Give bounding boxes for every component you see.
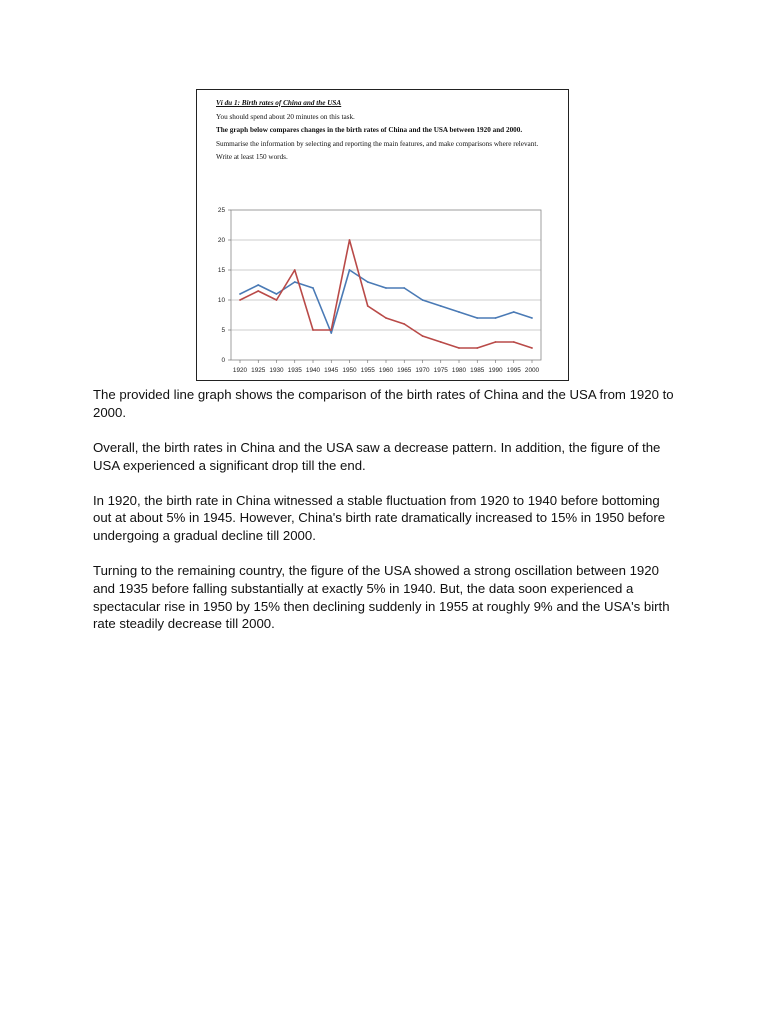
series-1-point: [367, 281, 369, 283]
series-2-point: [294, 269, 296, 271]
series-1-point: [531, 317, 533, 319]
series-2-point: [476, 347, 478, 349]
y-tick-label: 15: [217, 267, 225, 275]
series-2-point: [312, 329, 314, 331]
x-tick-label: 1940: [305, 367, 321, 372]
x-tick-label: 1925: [251, 367, 266, 372]
series-2-point: [257, 290, 259, 292]
x-tick-label: 1995: [506, 367, 521, 372]
task-instruction: Summarise the information by selecting and reporting the main features, and make comparisons where relevant.: [216, 139, 539, 148]
series-2-point: [367, 305, 369, 307]
y-tick-label: 10: [217, 297, 225, 305]
series-1-point: [385, 287, 387, 289]
series-2-point: [403, 323, 405, 325]
series-2-point: [531, 347, 533, 349]
x-tick-label: 1975: [433, 367, 448, 372]
series-2-point: [385, 317, 387, 319]
series-1-point: [276, 293, 278, 295]
series-1-point: [349, 269, 351, 271]
x-tick-label: 1935: [287, 367, 302, 372]
y-tick-label: 25: [217, 207, 225, 215]
x-tick-label: 1990: [488, 367, 503, 372]
series-2-point: [239, 299, 241, 301]
series-2-point: [422, 335, 424, 337]
plot-area: [231, 210, 541, 360]
series-1-point: [476, 317, 478, 319]
series-1-point: [312, 287, 314, 289]
x-tick-label: 1955: [360, 367, 375, 372]
series-1-point: [294, 281, 296, 283]
essay-paragraph-1: The provided line graph shows the comparison of the birth rates of China and the USA from 1920 to 2000.: [93, 387, 674, 420]
series-1-point: [403, 287, 405, 289]
task-prompt-text: [216, 97, 556, 165]
series-2-point: [513, 341, 515, 343]
x-tick-label: 1985: [470, 367, 485, 372]
task-title: Ví du 1: Birth rates of China and the USA: [216, 99, 342, 107]
series-1-point: [330, 332, 332, 334]
essay-paragraph-3: In 1920, the birth rate in China witnessed a stable fluctuation from 1920 to 1940 before bottoming out at about 5% in 1945. However, China's birth rate dramatically increased to 15% in 1950 before undergoing a gradual decline till 2000.: [93, 492, 666, 543]
task-time-note: You should spend about 20 minutes on this task.: [216, 112, 355, 121]
series-1-point: [513, 311, 515, 313]
series-2-point: [440, 341, 442, 343]
series-2-point: [495, 341, 497, 343]
birth-rate-line-chart: [207, 202, 557, 372]
essay-text: [93, 386, 678, 650]
y-tick-label: 20: [217, 237, 225, 245]
series-1-point: [458, 311, 460, 313]
series-1-point: [422, 299, 424, 301]
series-1-point: [239, 293, 241, 295]
y-tick-label: 5: [221, 327, 225, 335]
task-question: The graph below compares changes in the birth rates of China and the USA between 1920 and 2000.: [216, 126, 523, 135]
x-tick-label: 1960: [378, 367, 394, 372]
series-2-point: [330, 329, 332, 331]
x-tick-label: 1980: [451, 367, 467, 372]
essay-paragraph-2: Overall, the birth rates in China and the USA saw a decrease pattern. In addition, the figure of the USA experienced a significant drop till the end.: [93, 439, 661, 473]
series-2-point: [276, 299, 278, 301]
essay-paragraph-4: Turning to the remaining country, the figure of the USA showed a strong oscillation between 1920 and 1935 before falling substantially at exactly 5% in 1940. But, the data soon experienced a spectacular rise in 1950 by 15% then declining suddenly in 1955 at roughly 9% and the USA's birth rate steadily decrease till 2000.: [93, 563, 670, 632]
series-2-point: [458, 347, 460, 349]
series-1-point: [440, 305, 442, 307]
y-tick-label: 0: [221, 357, 225, 365]
series-2-point: [349, 239, 351, 241]
task-prompt-image: [196, 89, 569, 381]
task-word-note: Write at least 150 words.: [216, 153, 288, 162]
series-1-point: [257, 284, 259, 286]
series-1-point: [495, 317, 497, 319]
x-tick-label: 1965: [397, 367, 412, 372]
x-tick-label: 2000: [524, 367, 540, 372]
x-tick-label: 1950: [342, 367, 357, 372]
x-tick-label: 1930: [269, 367, 284, 372]
x-tick-label: 1970: [415, 367, 430, 372]
x-tick-label: 1945: [324, 367, 339, 372]
x-tick-label: 1920: [232, 367, 248, 372]
